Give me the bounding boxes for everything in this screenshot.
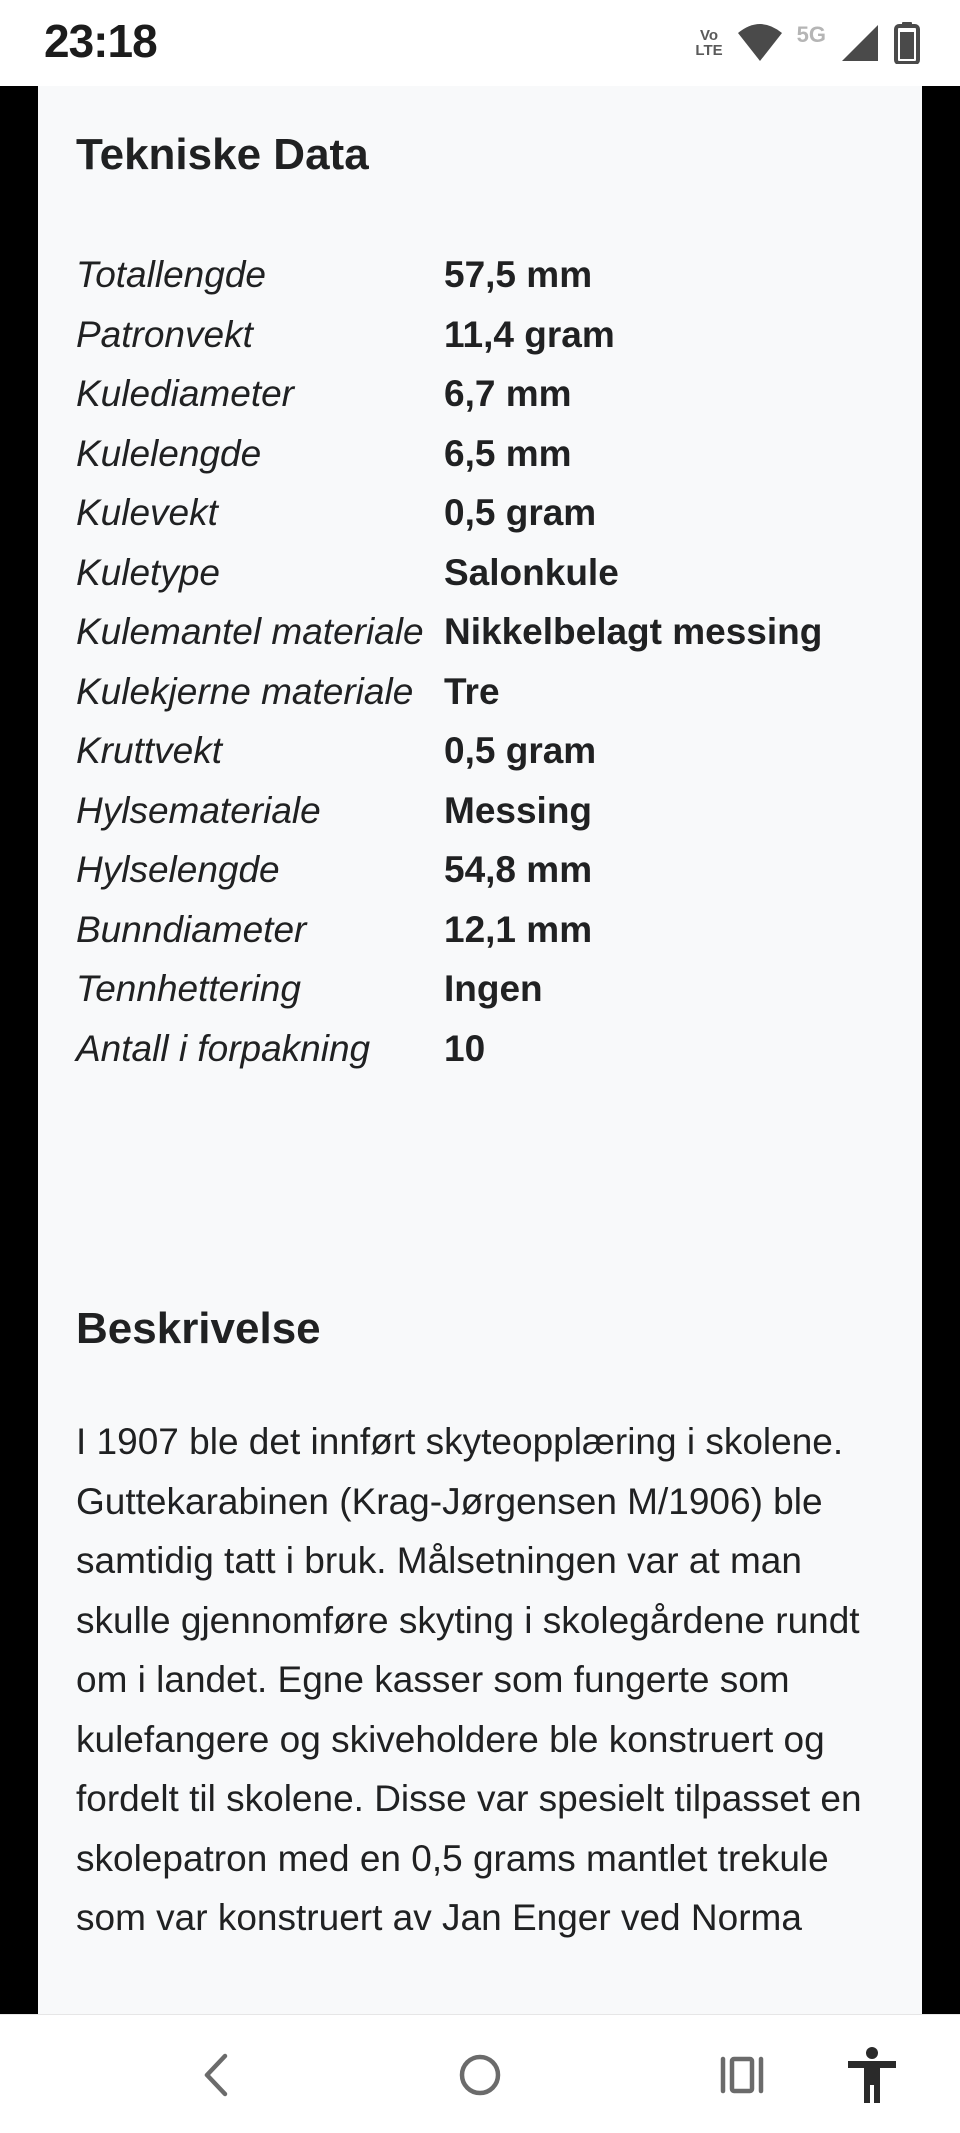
recents-icon <box>717 2050 767 2100</box>
signal-icon <box>840 23 880 63</box>
volte-icon <box>695 28 722 58</box>
volte-bottom-label: LTE <box>695 42 723 59</box>
table-row <box>76 959 876 1019</box>
spec-label: Kulevekt <box>76 492 218 533</box>
table-row <box>76 245 876 305</box>
navigation-bar <box>0 2014 960 2133</box>
table-row <box>76 483 876 543</box>
status-time: 23:18 <box>44 15 157 67</box>
spec-label: Bunndiameter <box>76 908 307 950</box>
description-heading: Beskrivelse <box>76 1304 321 1353</box>
technical-data-heading: Tekniske Data <box>76 130 369 179</box>
table-row <box>76 305 876 365</box>
description-text: I 1907 ble det innført skyteopplæring i skolene. Guttekarabinen (Krag-Jørgensen M/1906) ble samtidig tatt i bruk. Målsetningen var at man skulle gjennomføre skyting i skolegårdene rundt om i landet. Egne kasser som fungerte som kulefangere og skiveholdere ble konstruert og fordelt til skolene. Disse var spesielt tilpasset en skolepatron med en 0,5 grams mantlet trekule som var konstruert av Jan Enger ved Norma <box>76 1421 862 1938</box>
spec-value: 6,7 mm <box>444 373 572 414</box>
accessibility-button[interactable] <box>836 2039 908 2111</box>
table-row <box>76 543 876 603</box>
spec-label: Patronvekt <box>76 313 253 355</box>
spec-value: Ingen <box>444 968 543 1009</box>
home-button[interactable] <box>444 2039 516 2111</box>
spec-value: Tre <box>444 670 500 712</box>
spec-label: Totallengde <box>76 254 266 295</box>
spec-value: 54,8 mm <box>444 849 593 890</box>
table-row <box>76 424 876 484</box>
table-row <box>76 900 876 960</box>
wifi-icon <box>737 23 783 63</box>
network-type-label: 5G <box>796 22 826 47</box>
table-row <box>76 1019 876 1079</box>
status-bar <box>0 0 960 86</box>
table-row <box>76 364 876 424</box>
article-content <box>38 86 922 2014</box>
accessibility-icon <box>844 2045 900 2105</box>
table-row <box>76 662 876 722</box>
spec-label: Kuletype <box>76 551 220 593</box>
spec-value: 6,5 mm <box>444 432 572 474</box>
spec-value: Messing <box>444 789 593 831</box>
spec-label: Hylselengde <box>76 849 280 890</box>
spec-value: 57,5 mm <box>444 254 593 295</box>
spec-value: 0,5 gram <box>444 730 597 771</box>
back-button[interactable] <box>181 2039 253 2111</box>
spec-value: 11,4 gram <box>444 313 615 355</box>
spec-label: Tennhettering <box>76 968 301 1009</box>
table-row <box>76 781 876 841</box>
table-row <box>76 602 876 662</box>
spec-value: 12,1 mm <box>444 908 593 950</box>
spec-value: Salonkule <box>444 551 619 593</box>
table-row <box>76 721 876 781</box>
back-icon <box>197 2050 237 2100</box>
spec-value: Nikkelbelagt messing <box>444 611 823 652</box>
spec-label: Kulemantel materiale <box>76 611 424 652</box>
status-icons <box>695 20 920 66</box>
table-row <box>76 840 876 900</box>
spec-label: Kruttvekt <box>76 730 222 771</box>
technical-data-table <box>76 245 876 1078</box>
spec-label: Kulediameter <box>76 373 295 414</box>
recents-button[interactable] <box>706 2039 778 2111</box>
spec-label: Kulelengde <box>76 432 262 474</box>
volte-top-label: Vo <box>700 27 719 44</box>
spec-label: Hylsemateriale <box>76 789 321 831</box>
spec-label: Kulekjerne materiale <box>76 670 414 712</box>
spec-label: Antall i forpakning <box>76 1027 371 1069</box>
home-icon <box>455 2050 505 2100</box>
battery-icon <box>894 22 920 64</box>
spec-value: 0,5 gram <box>444 492 597 533</box>
spec-value: 10 <box>444 1027 486 1069</box>
